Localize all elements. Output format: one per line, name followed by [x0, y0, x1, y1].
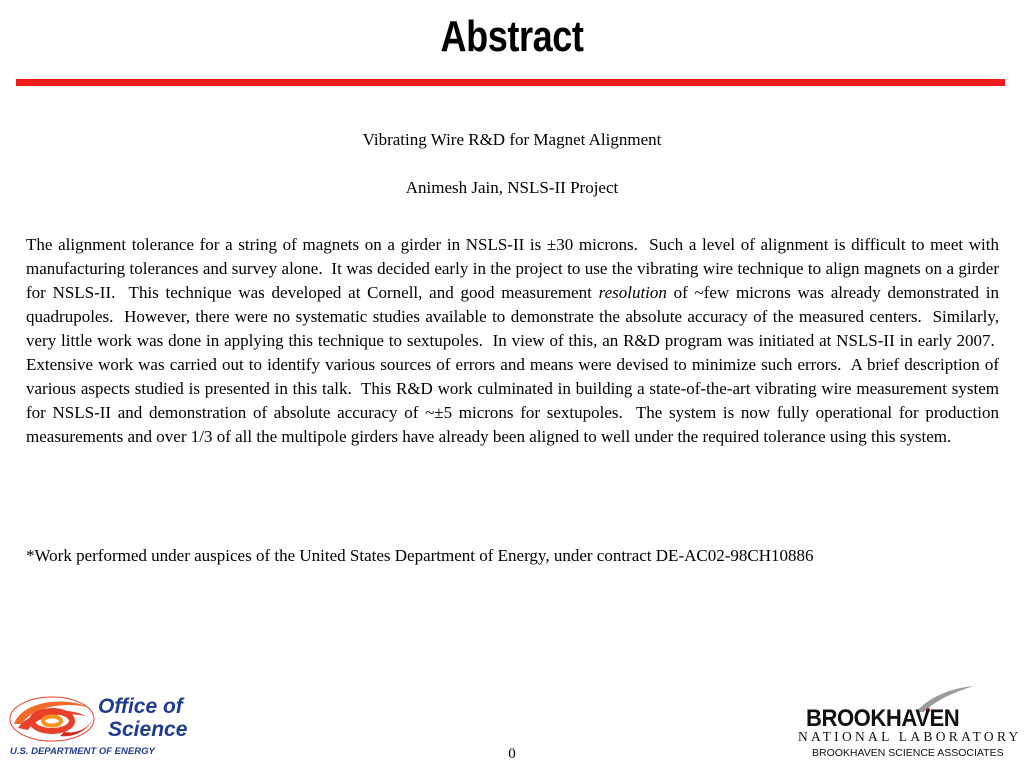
doe-office-of-science-logo: [8, 694, 214, 760]
paper-title: Vibrating Wire R&D for Magnet Alignment: [362, 130, 662, 149]
footnote: *Work performed under auspices of the United States Department of Energy, under contract DE-AC02-98CH10886: [26, 546, 814, 565]
page-number: 0: [508, 746, 516, 762]
abstract-text-part-1: The alignment tolerance for a string of magnets on a girder in NSLS-II is ±30 microns. Such a level of alignment is difficult to meet with manufacturing tolerances and survey alone. It was decided early in the project to use the vibrating wire technique to align magnets on a girder for NSLS-II. This technique was developed at Cornell, and good measurement: [26, 235, 999, 302]
brookhaven-logo: [794, 684, 1022, 764]
brookhaven-associates: BROOKHAVEN SCIENCE ASSOCIATES: [812, 747, 1004, 759]
doe-logo-line-1: Office of: [98, 695, 183, 718]
abstract-italic-word: resolution: [598, 283, 667, 302]
title-rule: [16, 79, 1005, 86]
author-line: Animesh Jain, NSLS-II Project: [405, 178, 619, 197]
office-of-science-emblem-icon: [8, 694, 96, 744]
doe-logo-subtitle: U.S. DEPARTMENT OF ENERGY: [10, 746, 155, 757]
slide-title: Abstract: [440, 12, 584, 61]
doe-logo-line-2: Science: [108, 718, 188, 741]
abstract-text-part-2: of ~few microns was already demonstrated in quadrupoles. However, there were no systematic studies available to demonstrate the absolute accuracy of the measured centers. Similarly, very little work was done in applying this technique to sextupoles. In view of this, an R&D program was initiated at NSLS-II in early 2007. Extensive work was carried out to identify various sources of errors and means were devised to minimize such errors. A brief description of various aspects studied is presented in this talk. This R&D work culminated in building a state-of-the-art vibrating wire measurement system for NSLS-II and demonstration of absolute accuracy of ~±5 microns for sextupoles. The system is now fully operational for production measurements and over 1/3 of all the multipole girders have already been aligned to well under the required tolerance using this system.: [26, 283, 1000, 446]
brookhaven-lab-subtitle: NATIONAL LABORATORY: [798, 729, 1022, 744]
brookhaven-name: BROOKHAVEN: [806, 705, 960, 732]
abstract-body: [26, 233, 999, 449]
